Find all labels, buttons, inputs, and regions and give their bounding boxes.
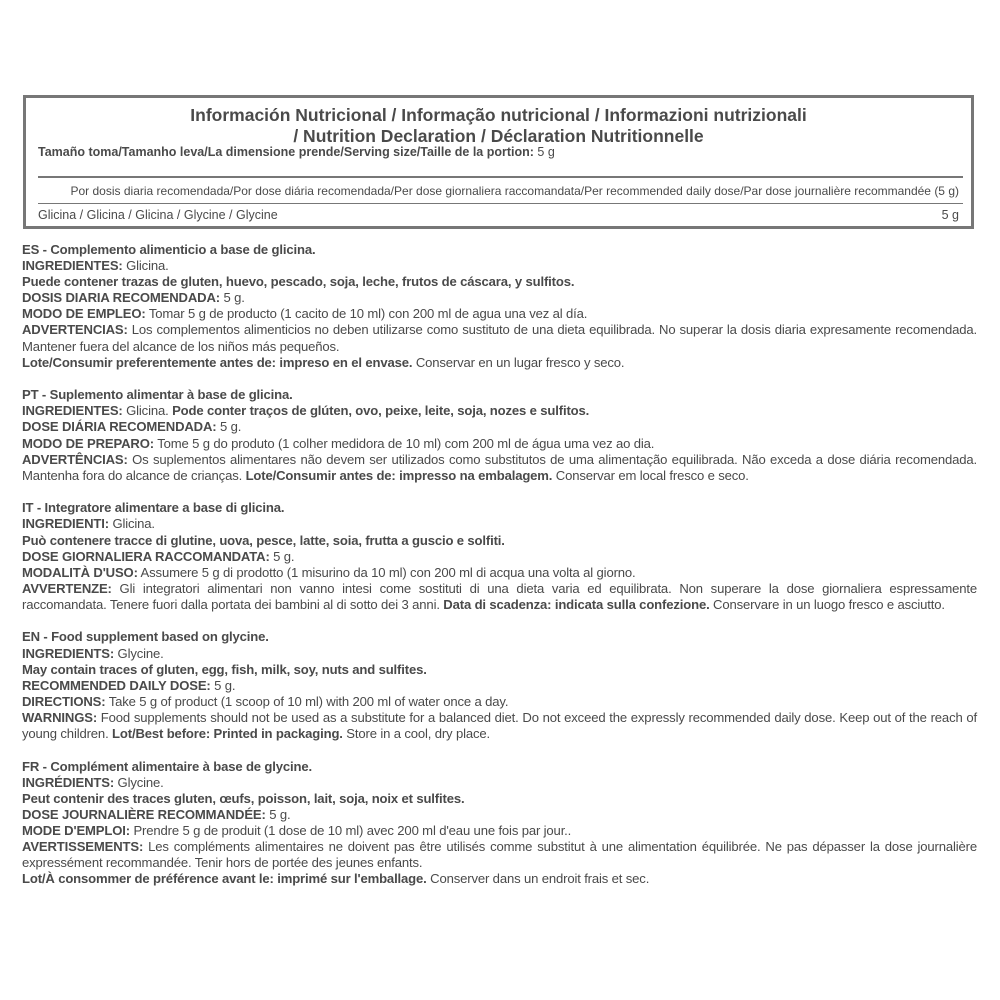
lot-line	[22, 871, 977, 887]
lot-label: Lote/Consumir preferentemente antes de: impreso en el envase.	[22, 354, 413, 370]
dose-value: 5 g.	[216, 419, 242, 435]
usage-line	[22, 694, 977, 710]
dose-value: 5 g.	[269, 548, 295, 564]
warnings-line	[22, 452, 977, 484]
usage-value: Take 5 g of product (1 scoop of 10 ml) with 200 ml of water once a day.	[105, 693, 509, 709]
dose-label: RECOMMENDED DAILY DOSE:	[22, 677, 211, 693]
usage-line	[22, 565, 977, 581]
section-title: IT - Integratore alimentare a base di glicina.	[22, 500, 285, 516]
ingredients-label: INGREDIENTES:	[22, 258, 123, 274]
ingredients-line	[22, 403, 977, 419]
dose-value: 5 g.	[220, 290, 245, 306]
ingredients-label: INGREDIENTES:	[22, 403, 123, 419]
table-divider-middle	[38, 203, 963, 204]
usage-label: MODALITÀ D'USO:	[22, 564, 138, 580]
warnings-line	[22, 322, 977, 354]
lot-label: Lot/À consommer de préférence avant le: imprimé sur l'emballage.	[22, 871, 427, 887]
warnings-label: AVVERTENZE:	[22, 580, 112, 596]
dose-label: DOSE DIÁRIA RECOMENDADA:	[22, 419, 217, 435]
serving-size-value: 5 g	[533, 145, 555, 159]
allergen-traces: Peut contenir des traces gluten, œufs, poisson, lait, soja, noix et sulfites.	[22, 790, 465, 806]
allergen-traces: Può contenere tracce di glutine, uova, pesce, latte, soia, frutta a guscio e solfiti.	[22, 532, 505, 548]
nutrient-row-glycine	[38, 208, 959, 223]
dose-value: 5 g.	[265, 806, 291, 822]
storage-value: Conservar em local fresco e seco.	[552, 467, 749, 483]
dose-label: DOSE JOURNALIÈRE RECOMMANDÉE:	[22, 806, 266, 822]
dose-value: 5 g.	[210, 677, 236, 693]
section-es	[22, 242, 977, 371]
usage-label: DIRECTIONS:	[22, 693, 106, 709]
warnings-value: Les compléments alimentaires ne doivent pas être utilisés comme substitut à une alimentation équilibrée. Ne pas dépasser la dose journalière expressément recommandée. Tenir hors de portée des jeunes enfants.	[22, 839, 977, 871]
ingredients-value: Glycine.	[114, 774, 164, 790]
warnings-label: ADVERTÊNCIAS:	[22, 451, 128, 467]
warnings-line	[22, 710, 977, 742]
dose-line	[22, 807, 977, 823]
storage-value: Conserver dans un endroit frais et sec.	[426, 871, 650, 887]
warnings-label: WARNINGS:	[22, 709, 98, 725]
ingredients-line	[22, 775, 977, 791]
allergen-traces: May contain traces of gluten, egg, fish, milk, soy, nuts and sulfites.	[22, 661, 427, 677]
warnings-line	[22, 839, 977, 871]
ingredients-value: Glycine.	[114, 645, 164, 661]
nutrition-title-line2: / Nutrition Declaration / Déclaration Nutritionnelle	[293, 126, 704, 146]
nutrition-table	[23, 95, 974, 229]
usage-line	[22, 306, 977, 322]
storage-value: Conservare in un luogo fresco e asciutto.	[709, 596, 945, 612]
ingredients-label: INGRÉDIENTS:	[22, 774, 115, 790]
ingredients-value: Glicina.	[122, 258, 169, 274]
section-fr	[22, 759, 977, 888]
serving-size-label: Tamaño toma/Tamanho leva/La dimensione prende/Serving size/Taille de la portion:	[38, 145, 534, 159]
ingredients-line	[22, 258, 977, 274]
dose-line	[22, 678, 977, 694]
ingredients-label: INGREDIENTI:	[22, 516, 109, 532]
usage-value: Tome 5 g do produto (1 colher medidora de 10 ml) com 200 ml de água uma vez ao dia.	[153, 435, 655, 451]
section-title: EN - Food supplement based on glycine.	[22, 629, 269, 645]
dose-line	[22, 549, 977, 565]
usage-label: MODE D'EMPLOI:	[22, 823, 130, 838]
warnings-line	[22, 581, 977, 613]
nutrient-name: Glicina / Glicina / Glicina / Glycine / Glycine	[38, 208, 278, 222]
lot-label: Lot/Best before: Printed in packaging.	[108, 726, 343, 742]
warnings-value: Los complementos alimenticios no deben utilizarse como sustituto de una dieta equilibrada. No superar la dosis diaria expresamente recomendada. Mantener fuera del alcance de los niños más pequeños.	[22, 322, 977, 354]
ingredients-line	[22, 646, 977, 662]
warnings-label: ADVERTENCIAS:	[22, 322, 128, 338]
storage-value: Conservar en un lugar fresco y seco.	[412, 354, 625, 370]
warnings-value: Food supplements should not be used as a substitute for a balanced diet. Do not exceed the expressly recommended daily dose. Keep out of the reach of young children.	[22, 709, 977, 742]
section-title: PT - Suplemento alimentar à base de glicina.	[22, 387, 293, 403]
ingredients-value: Glicina.	[122, 403, 169, 419]
allergen-traces: Pode conter traços de glúten, ovo, peixe, leite, soja, nozes e sulfitos.	[168, 403, 590, 419]
warnings-value: Os suplementos alimentares não devem ser utilizados como substitutos de uma alimentação equilibrada. Não exceda a dose diária recomendada. Mantenha fora do alcance de crianças.	[22, 451, 977, 483]
ingredients-line	[22, 516, 977, 532]
serving-size	[38, 144, 555, 160]
section-en	[22, 629, 977, 742]
per-dose-header: Por dosis diaria recomendada/Por dose diária recomendada/Per dose giornaliera raccomandata/Per recommended daily dose/Par dose journalière recommandée (5 g)	[70, 184, 959, 198]
usage-label: MODO DE PREPARO:	[22, 435, 154, 451]
nutrition-title	[26, 105, 971, 147]
warnings-label: AVERTISSEMENTS:	[22, 839, 144, 855]
lot-line	[22, 355, 977, 371]
usage-value: Assumere 5 g di prodotto (1 misurino da 10 ml) con 200 ml di acqua una volta al giorno.	[137, 564, 636, 580]
usage-line	[22, 436, 977, 452]
dose-label: DOSIS DIARIA RECOMENDADA:	[22, 290, 220, 306]
dose-label: DOSE GIORNALIERA RACCOMANDATA:	[22, 548, 270, 564]
dose-line	[22, 419, 977, 435]
usage-value: Prendre 5 g de produit (1 dose de 10 ml) avec 200 ml d'eau une fois par jour..	[129, 823, 572, 838]
label-text-sections	[22, 242, 977, 904]
warnings-value: Gli integratori alimentari non vanno intesi come sostituti di una dieta varia ed equilibrata. Non superare la dose giornaliera espressamente raccomandata. Tenere fuori dalla portata dei bambini al di sotto dei 3 anni.	[22, 580, 977, 612]
section-title: ES - Complemento alimenticio a base de glicina.	[22, 242, 316, 257]
section-title: FR - Complément alimentaire à base de glycine.	[22, 758, 312, 774]
lot-label: Data di scadenza: indicata sulla confezione.	[439, 596, 710, 612]
usage-line	[22, 823, 977, 839]
section-it	[22, 500, 977, 613]
usage-label: MODO DE EMPLEO:	[22, 306, 146, 322]
allergen-traces: Puede contener trazas de gluten, huevo, pescado, soja, leche, frutos de cáscara, y sulfitos.	[22, 274, 575, 290]
section-pt	[22, 387, 977, 484]
nutrient-amount: 5 g	[941, 208, 959, 222]
dose-line	[22, 290, 977, 306]
nutrition-title-line1: Información Nutricional / Informação nutricional / Informazioni nutrizionali	[190, 105, 807, 125]
ingredients-label: INGREDIENTS:	[22, 645, 115, 661]
usage-value: Tomar 5 g de producto (1 cacito de 10 ml) con 200 ml de agua una vez al día.	[145, 306, 588, 322]
ingredients-value: Glicina.	[108, 516, 155, 532]
storage-value: Store in a cool, dry place.	[342, 726, 490, 742]
table-divider-top	[38, 176, 963, 178]
lot-label: Lote/Consumir antes de: impresso na embalagem.	[242, 467, 553, 483]
